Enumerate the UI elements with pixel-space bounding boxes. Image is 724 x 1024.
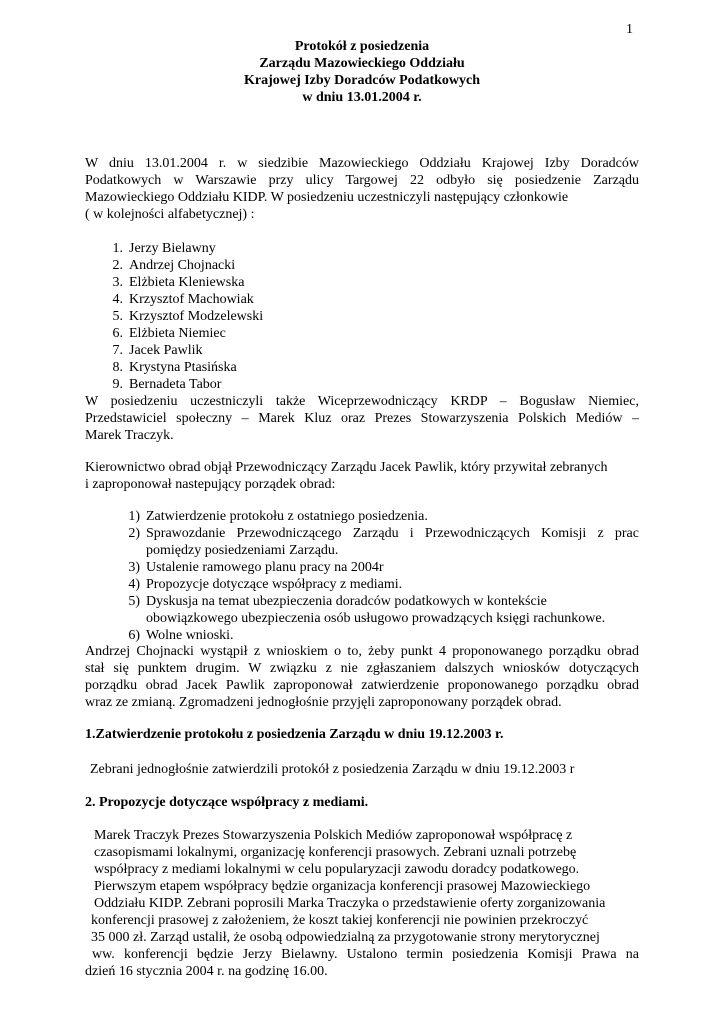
section-2-line: Oddziału KIDP. Zebrani poprosili Marka Traczyka o przedstawienie oferty zorganizowania xyxy=(94,896,606,911)
title-line: Zarządu Mazowieckiego Oddziału xyxy=(259,56,465,71)
agenda-number: 1) xyxy=(128,509,140,524)
list-item xyxy=(120,576,639,593)
list-item xyxy=(105,359,263,376)
list-item xyxy=(105,240,263,257)
intro-line: Mazowieckiego Oddziału KIDP. W posiedzeniu uczestniczyli następujący członkowie xyxy=(85,190,569,205)
member-name: Krzysztof Machowiak xyxy=(129,292,254,307)
section-1-text xyxy=(90,761,644,778)
members-list xyxy=(105,240,263,393)
section-2-line: dzień 16 stycznia 2004 r. na godzinę 16.00. xyxy=(85,964,328,979)
document-title xyxy=(0,38,724,106)
list-item xyxy=(120,627,639,644)
member-number: 3. xyxy=(112,275,123,290)
section-2-line: ww. konferencji będzie Jerzy Bielawny. Ustalono termin posiedzenia Komisji Prawa na xyxy=(92,947,639,962)
chair-paragraph xyxy=(85,459,639,493)
agenda-text: Sprawozdanie Przewodniczącego Zarządu i Przewodniczących Komisji z prac xyxy=(146,526,639,541)
chair-line: i zaproponował nastepujący porządek obrad: xyxy=(85,477,336,492)
agenda-text: Ustalenie ramowego planu pracy na 2004r xyxy=(146,560,384,575)
list-item xyxy=(120,525,639,542)
agenda-continuation xyxy=(120,610,639,627)
member-name: Elżbieta Niemiec xyxy=(129,326,226,341)
motion-line: porządku obrad Jacek Pawlik zaproponował zatwierdzenie proponowanego porządku obrad xyxy=(85,678,639,693)
section-2-paragraph xyxy=(85,827,639,980)
list-item xyxy=(120,593,639,610)
agenda-text: Dyskusja na temat ubezpieczenia doradców podatkowych w kontekście xyxy=(146,594,547,609)
section-2-line: 35 000 zł. Zarząd ustalił, że osobą odpowiedzialną za przygotowanie strony merytorycznej xyxy=(91,930,600,945)
section-2-line: konferencji prasowej z założeniem, że koszt takiej konferencji nie powinien przekroczyć xyxy=(91,913,589,928)
title-line: Protokół z posiedzenia xyxy=(294,39,430,54)
agenda-text: obowiązkowego ubezpieczenia osób usługowo prowadzących księgi rachunkowe. xyxy=(146,611,606,626)
title-line: w dniu 13.01.2004 r. xyxy=(302,90,422,105)
member-number: 2. xyxy=(112,258,123,273)
member-name: Jacek Pawlik xyxy=(129,343,203,358)
motion-line: Andrzej Chojnacki wystąpił z wnioskiem o to, żeby punkt 4 proponowanego porządku obrad xyxy=(85,644,639,659)
guests-line: Przedstawiciel społeczny – Marek Kluz oraz Prezes Stowarzyszenia Polskich Mediów – xyxy=(85,411,639,426)
title-line: Krajowej Izby Doradców Podatkowych xyxy=(243,73,481,88)
section-2-line: czasopismami lokalnymi, organizację konferencji prasowych. Zebrani uznali potrzebę xyxy=(94,845,577,860)
agenda-text: pomiędzy posiedzeniami Zarządu. xyxy=(146,543,339,558)
list-item xyxy=(120,559,639,576)
agenda-text: Wolne wnioski. xyxy=(146,628,234,643)
list-item xyxy=(105,342,263,359)
member-number: 7. xyxy=(112,343,123,358)
member-number: 8. xyxy=(112,360,123,375)
list-item xyxy=(105,376,263,393)
section-1-line: Zebrani jednogłośnie zatwierdzili protokół z posiedzenia Zarządu w dniu 19.12.2003 r xyxy=(90,762,575,777)
intro-line: ( w kolejności alfabetycznej) : xyxy=(85,207,255,222)
member-number: 9. xyxy=(112,377,123,392)
motion-line: stał się punktem drugim. W związku z nie zgłaszaniem dalszych wniosków dotyczących xyxy=(85,661,639,676)
agenda-number: 2) xyxy=(128,526,140,541)
member-name: Krystyna Ptasińska xyxy=(129,360,237,375)
agenda-number: 3) xyxy=(128,560,140,575)
list-item xyxy=(105,291,263,308)
member-number: 1. xyxy=(112,241,123,256)
section-2-line: Pierwszym etapem współpracy będzie organizacja konferencji prasowej Mazowieckiego xyxy=(94,879,591,894)
section-1-heading: 1.Zatwierdzenie protokołu z posiedzenia Zarządu w dniu 19.12.2003 r. xyxy=(85,727,504,742)
member-name: Andrzej Chojnacki xyxy=(129,258,236,273)
section-2-line: Marek Traczyk Prezes Stowarzyszenia Polskich Mediów zaproponował współpracę z xyxy=(94,828,573,843)
list-item xyxy=(105,308,263,325)
chair-line: Kierownictwo obrad objął Przewodniczący Zarządu Jacek Pawlik, który przywitał zebranych xyxy=(85,460,608,475)
list-item xyxy=(105,325,263,342)
intro-line: Podatkowych w Warszawie przy ulicy Targowej 22 odbyło się posiedzenie Zarządu xyxy=(85,173,639,188)
motion-paragraph xyxy=(85,643,639,711)
list-item xyxy=(105,274,263,291)
member-number: 4. xyxy=(112,292,123,307)
section-2-heading: 2. Propozycje dotyczące współpracy z mediami. xyxy=(85,795,369,810)
motion-line: wraz ze zmianą. Zgromadzeni jednogłośnie przyjęli zaproponowany porządek obrad. xyxy=(85,695,562,710)
intro-paragraph xyxy=(85,155,639,223)
guests-paragraph xyxy=(85,393,639,444)
member-name: Bernadeta Tabor xyxy=(129,377,222,392)
list-item xyxy=(120,508,639,525)
page-number: 1 xyxy=(626,22,633,37)
list-item xyxy=(105,257,263,274)
section-2-line: współpracy z mediami lokalnymi w celu popularyzacji zawodu doradcy podatkowego. xyxy=(94,862,580,877)
guests-line: W posiedzeniu uczestniczyli także Wiceprzewodniczący KRDP – Bogusław Niemiec, xyxy=(85,394,639,409)
intro-line: W dniu 13.01.2004 r. w siedzibie Mazowieckiego Oddziału Krajowej Izby Doradców xyxy=(85,156,639,171)
agenda-text: Propozycje dotyczące współpracy z mediami. xyxy=(146,577,403,592)
agenda-number: 6) xyxy=(128,628,140,643)
agenda-number: 4) xyxy=(128,577,140,592)
agenda-text: Zatwierdzenie protokołu z ostatniego posiedzenia. xyxy=(146,509,428,524)
member-name: Krzysztof Modzelewski xyxy=(129,309,264,324)
agenda-continuation xyxy=(120,542,639,559)
agenda-list xyxy=(120,508,639,644)
member-name: Elżbieta Kleniewska xyxy=(129,275,245,290)
agenda-number: 5) xyxy=(128,594,140,609)
member-name: Jerzy Bielawny xyxy=(129,241,216,256)
member-number: 5. xyxy=(112,309,123,324)
member-number: 6. xyxy=(112,326,123,341)
guests-line: Marek Traczyk. xyxy=(85,428,174,443)
